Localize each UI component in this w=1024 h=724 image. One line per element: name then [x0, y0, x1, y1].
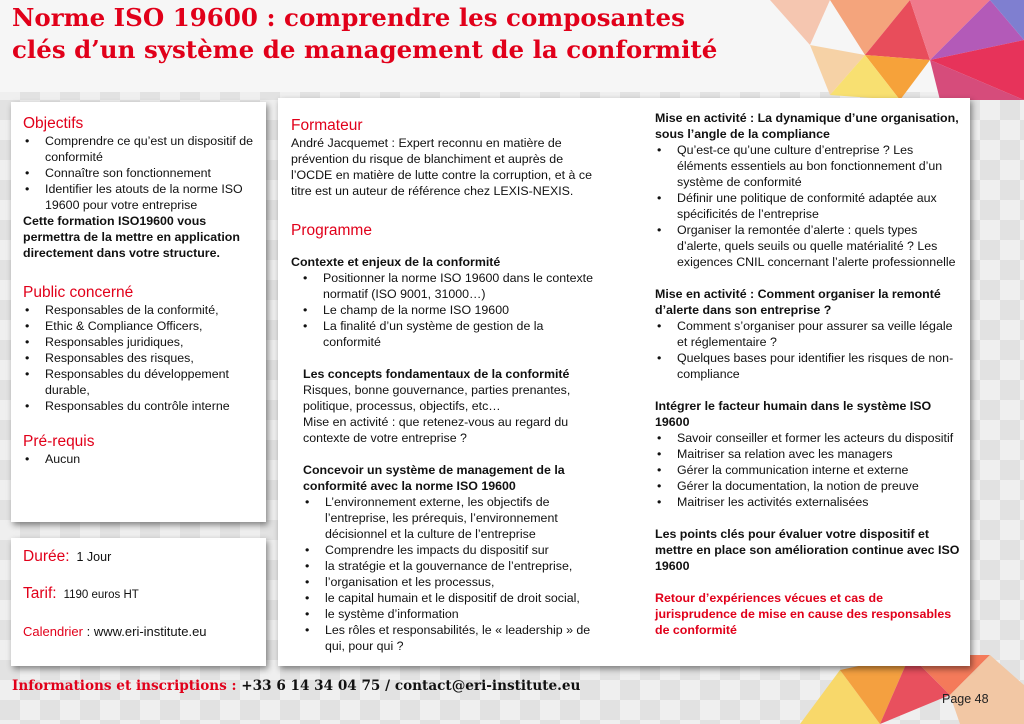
- list-item: • Ethic & Compliance Officers,: [23, 318, 259, 334]
- footer-contact-text[interactable]: +33 6 14 34 04 75 / contact@eri-institute.eu: [241, 678, 581, 694]
- programme-s1-title: Contexte et enjeux de la conformité: [291, 255, 501, 269]
- programme-column: [291, 116, 603, 654]
- list-item: • Comment s’organiser pour assurer sa veille légale et réglementaire ?: [655, 318, 960, 350]
- list-item: • Qu’est-ce qu’une culture d’entreprise ? Les éléments essentiels au bon fonctionnement d’un système de conformité: [655, 142, 960, 190]
- programme-s2-title: Les concepts fondamentaux de la conformité: [303, 367, 570, 381]
- decorative-polygon-graphic: [770, 0, 1024, 100]
- list-item: • la stratégie et la gouvernance de l’entreprise,: [303, 558, 603, 574]
- list-item: • Comprendre ce qu’est un dispositif de conformité: [23, 133, 259, 165]
- prerequis-list: [23, 451, 259, 467]
- list-item: • le système d’information: [303, 606, 603, 622]
- footer-label: Informations et inscriptions :: [12, 678, 237, 694]
- duree-value: 1 Jour: [76, 550, 112, 564]
- calendrier-link[interactable]: www.eri-institute.eu: [93, 624, 207, 639]
- programme-s1-list: [301, 270, 603, 350]
- list-item: • Organiser la remontée d’alerte : quels types d’alerte, quels seuils ou quelle matérialité ? Les exigences CNIL concernant l’alerte professionnelle: [655, 222, 960, 270]
- facts-panel: [11, 538, 266, 666]
- list-item: • Responsables de la conformité,: [23, 302, 259, 318]
- programme-heading: Programme: [291, 222, 372, 239]
- left-info-panel: [11, 102, 266, 522]
- right-s1-title: Mise en activité : La dynamique d’une organisation, sous l’angle de la compliance: [655, 111, 959, 141]
- list-item: • Savoir conseiller et former les acteurs du dispositif: [655, 430, 960, 446]
- list-item: • Maitriser sa relation avec les managers: [655, 446, 960, 462]
- title-line-2: clés d’un système de management de la conformité: [12, 35, 718, 64]
- objectifs-list: [23, 133, 259, 213]
- right-s2-list: [655, 318, 960, 382]
- programme-s3-title: Concevoir un système de management de la conformité avec la norme ISO 19600: [303, 463, 565, 493]
- right-s5-title: Retour d’expériences vécues et cas de jurisprudence de mise en cause des responsables de conformité: [655, 591, 952, 637]
- programme-s2-text1: Risques, bonne gouvernance, parties prenantes, politique, processus, objectifs, etc…: [303, 383, 571, 413]
- activities-column: [655, 110, 960, 638]
- list-item: • Responsables du développement durable,: [23, 366, 259, 398]
- list-item: • Responsables des risques,: [23, 350, 259, 366]
- tarif-row: Tarif: 1190 euros HT: [23, 585, 139, 602]
- list-item: • le capital humain et le dispositif de droit social,: [303, 590, 603, 606]
- formateur-heading: Formateur: [291, 117, 363, 134]
- list-item: • Identifier les atouts de la norme ISO 19600 pour votre entreprise: [23, 181, 259, 213]
- objectifs-note: Cette formation ISO19600 vous permettra de la mettre en application directement dans votre structure.: [23, 214, 240, 260]
- public-list: [23, 302, 259, 414]
- list-item: • La finalité d’un système de gestion de la conformité: [301, 318, 603, 350]
- right-s3-title: Intégrer le facteur humain dans le système ISO 19600: [655, 399, 932, 429]
- right-s2-title: Mise en activité : Comment organiser la remonté d’alerte dans son entreprise ?: [655, 287, 941, 317]
- list-item: • Aucun: [23, 451, 259, 467]
- right-s1-list: [655, 142, 960, 270]
- tarif-label: Tarif: [23, 585, 53, 602]
- calendrier-label: Calendrier: [23, 624, 83, 639]
- main-content-panel: [278, 98, 970, 666]
- list-item: • l’organisation et les processus,: [303, 574, 603, 590]
- list-item: • Quelques bases pour identifier les risques de non-compliance: [655, 350, 960, 382]
- list-item: • Comprendre les impacts du dispositif sur: [303, 542, 603, 558]
- page-number: Page 48: [942, 692, 989, 706]
- list-item: • Connaître son fonctionnement: [23, 165, 259, 181]
- page-title: [12, 2, 772, 66]
- list-item: • Responsables juridiques,: [23, 334, 259, 350]
- title-line-1: Norme ISO 19600 : comprendre les composantes: [12, 3, 685, 32]
- list-item: • Gérer la communication interne et externe: [655, 462, 960, 478]
- list-item: • Les rôles et responsabilités, le « leadership » de qui, pour qui ?: [303, 622, 603, 654]
- tarif-value: 1190 euros HT: [63, 589, 139, 601]
- duree-label: Durée: [23, 548, 66, 565]
- programme-s3-list: [303, 494, 603, 654]
- list-item: • Gérer la documentation, la notion de preuve: [655, 478, 960, 494]
- calendrier-row: Calendrier : www.eri-institute.eu: [23, 624, 207, 639]
- list-item: • Maitriser les activités externalisées: [655, 494, 960, 510]
- right-s4-title: Les points clés pour évaluer votre dispositif et mettre en place son amélioration continue avec ISO 19600: [655, 527, 960, 573]
- objectifs-heading: Objectifs: [23, 115, 84, 132]
- list-item: • Définir une politique de conformité adaptée aux spécificités de l’entreprise: [655, 190, 960, 222]
- list-item: • Positionner la norme ISO 19600 dans le contexte normatif (ISO 9001, 31000…): [301, 270, 603, 302]
- right-s3-list: [655, 430, 960, 510]
- duree-row: Durée: 1 Jour: [23, 548, 112, 565]
- formateur-text: André Jacquemet : Expert reconnu en matière de prévention du risque de blanchiment et auprès de l’OCDE en matière de lutte contre la corruption, et à ce titre est un auteur de référence chez LEXIS-NEXIS.: [291, 136, 592, 198]
- programme-s2-text2: Mise en activité : que retenez-vous au regard du contexte de votre entreprise ?: [303, 415, 569, 445]
- prerequis-heading: Pré-requis: [23, 433, 95, 450]
- list-item: • Le champ de la norme ISO 19600: [301, 302, 603, 318]
- list-item: • L’environnement externe, les objectifs de l’entreprise, les prérequis, l’environnement décisionnel et la culture de l’entreprise: [303, 494, 603, 542]
- list-item: • Responsables du contrôle interne: [23, 398, 259, 414]
- public-heading: Public concerné: [23, 284, 134, 301]
- footer-contact: [12, 678, 580, 694]
